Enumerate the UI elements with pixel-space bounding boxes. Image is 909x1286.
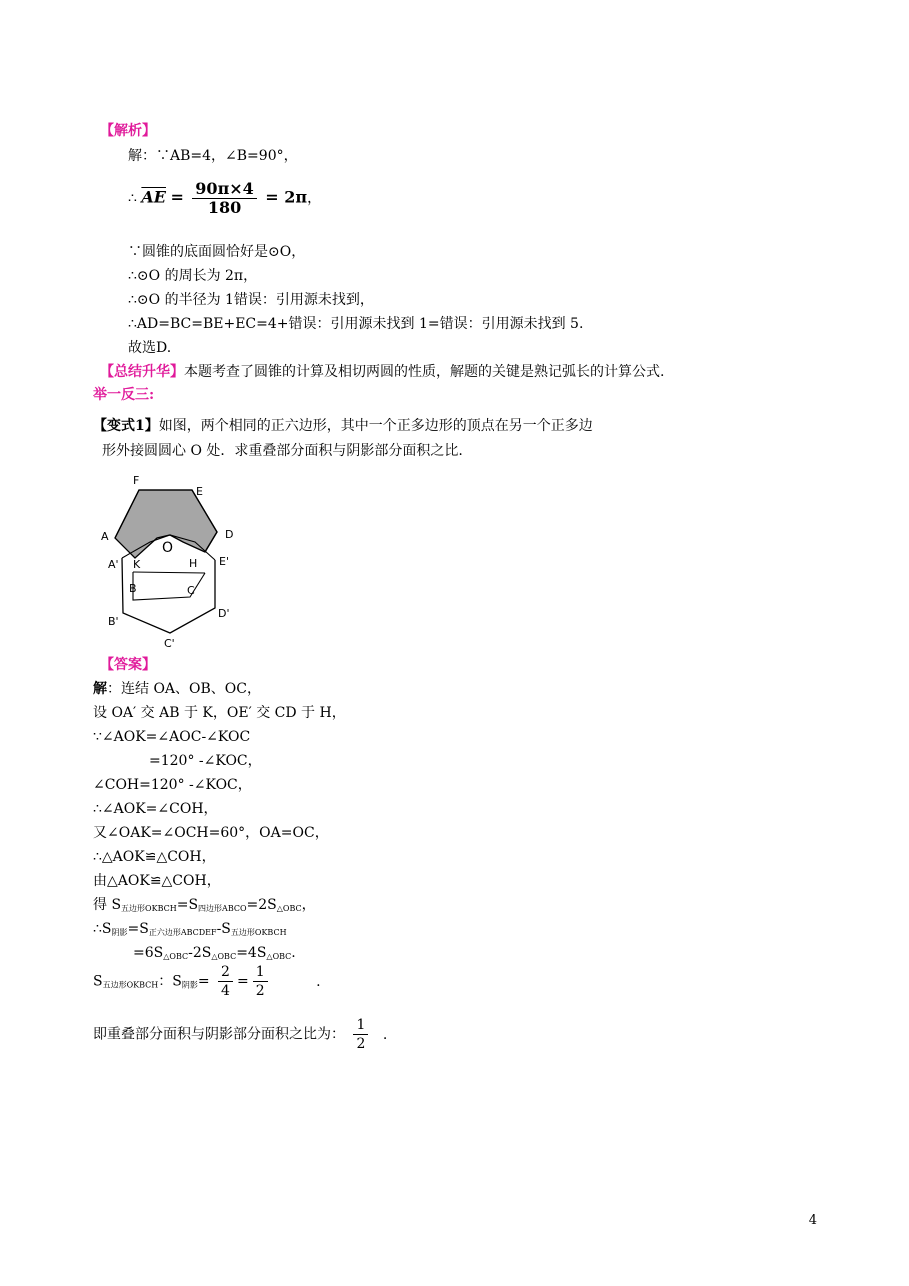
arc-end-comma: ，: [307, 190, 322, 207]
l11-sub-2: 正六边形ABCDEF: [148, 928, 217, 937]
solution-line-6: ∴AD=BC=BE+EC=4+错误：引用源未找到 1=错误：引用源未找到 5.: [128, 316, 584, 332]
label-e-prime: E': [219, 555, 229, 568]
l13-end: .: [316, 973, 321, 990]
l10-part-a: 得 S: [93, 897, 122, 913]
label-a: A: [101, 530, 109, 543]
l12-part-d: .: [291, 945, 296, 961]
variant-text-1: 如图，两个相同的正六边形，其中一个正多边形的顶点在另一个正多边: [158, 418, 593, 434]
final-denominator: 2: [356, 1036, 366, 1052]
label-h: H: [189, 557, 198, 570]
ratio-fraction-1: [218, 963, 233, 1000]
l12-part-a: =6S: [133, 945, 164, 961]
answer-tag: 【答案】: [100, 657, 156, 673]
answer-line-1: [93, 679, 261, 699]
arc-ae: $\overline{AE}$: [141, 187, 166, 207]
l11-part-a: ∴S: [93, 921, 112, 937]
arc-result: = 2π: [265, 187, 308, 207]
label-d-prime: D': [218, 607, 230, 620]
conclusion-text: 即重叠部分面积与阴影部分面积之比为：: [93, 1026, 345, 1043]
l11-sub-1: 阴影: [111, 928, 128, 937]
l11-sub-3: 五边形OKBCH: [230, 928, 287, 937]
jyfs-heading: 举一反三:: [93, 387, 155, 403]
solution-line-5: ∴⊙O 的半径为 1错误：引用源未找到，: [128, 292, 374, 308]
ratio-numerator-1: 2: [218, 963, 233, 982]
label-a-prime: A': [108, 558, 119, 571]
l10-sub-2: 四边形ABCO: [198, 904, 247, 913]
l14-end: .: [382, 1026, 388, 1043]
answer-line-14: [93, 1016, 387, 1062]
chord-kh: [133, 572, 205, 573]
solution-line-7: 故选D.: [128, 340, 172, 356]
jiexi-tag: 【解析】: [100, 123, 156, 139]
variant-line-1: [93, 416, 593, 436]
arc-fraction: [192, 180, 257, 217]
page-number: 4: [808, 1213, 817, 1228]
answer-solve-label: 解: [93, 681, 107, 697]
l10-part-c: =2S: [246, 897, 277, 913]
l13-sub-1: 五边形OKBCH: [102, 980, 159, 990]
answer-line-11: [93, 919, 287, 943]
answer-line-6: ∴∠AOK=∠COH，: [93, 801, 218, 817]
l12-sub-1: △OBC: [163, 952, 189, 961]
summary-tag: 【总结升华】: [100, 364, 184, 380]
l10-sub-3: △OBC: [276, 904, 302, 913]
label-c-prime: C': [164, 637, 175, 650]
hexagon-figure: [95, 470, 255, 655]
label-c: C: [187, 584, 195, 597]
label-f: F: [133, 474, 140, 487]
l10-sub-1: 五边形OKBCH: [121, 904, 177, 913]
answer-line-7: 又∠OAK=∠OCH=60°，OA=OC，: [93, 825, 329, 841]
ratio-numerator-2: 1: [253, 963, 268, 982]
label-b: B: [129, 582, 137, 595]
variant-tag: 【变式1】: [93, 418, 159, 434]
ratio-equals: =: [236, 973, 249, 990]
l11-part-c: -S: [216, 921, 231, 937]
answer-line-4: =120° -∠KOC，: [149, 753, 262, 769]
arc-length-formula: ∴ $\overline{AE}$ = $\frac{90\pi\times 4}{180}$ = 2π，: [128, 179, 322, 217]
l12-part-b: -2S: [188, 945, 212, 961]
label-k: K: [133, 558, 141, 571]
answer-line-5: ∠COH=120° -∠KOC，: [93, 777, 252, 793]
answer-line-9: 由△AOK≌△COH，: [93, 873, 221, 889]
solution-line-1: 解：∵AB=4，∠B=90°，: [128, 148, 298, 164]
l10-part-d: ，: [301, 897, 316, 913]
therefore-symbol: ∴: [128, 190, 137, 207]
answer-line-10: [93, 895, 316, 919]
l11-part-b: =S: [127, 921, 149, 937]
label-e: E: [196, 485, 203, 498]
solution-line-3: ∵圆锥的底面圆恰好是⊙O，: [128, 244, 306, 260]
label-d: D: [225, 528, 234, 541]
l10-part-b: =S: [176, 897, 199, 913]
l13-sub-2: 阴影: [181, 980, 198, 990]
answer-line-2: 设 OA′ 交 AB 于 K，OE′ 交 CD 于 H，: [93, 705, 346, 721]
l12-part-c: =4S: [236, 945, 267, 961]
ratio-denominator-2: 2: [255, 983, 265, 999]
solution-line-4: ∴⊙O 的周长为 2π，: [128, 268, 258, 284]
ratio-denominator-1: 4: [221, 983, 230, 999]
answer-text-1: ：连结 OA、OB、OC，: [107, 681, 261, 697]
final-numerator: 1: [353, 1016, 368, 1035]
summary-text: 本题考查了圆锥的计算及相切两圆的性质，解题的关键是熟记弧长的计算公式.: [184, 364, 665, 380]
answer-line-3: ∵∠AOK=∠AOC-∠KOC: [93, 729, 251, 745]
variant-line-2: 形外接圆圆心 O 处．求重叠部分面积与阴影部分面积之比.: [102, 443, 463, 459]
answer-line-8: ∴△AOK≌△COH，: [93, 849, 216, 865]
final-fraction: [353, 1016, 368, 1053]
answer-line-13: [93, 963, 321, 1009]
l13-part-a: S: [93, 973, 103, 990]
l13-part-c: =: [197, 973, 210, 990]
l13-part-b: ：S: [158, 973, 182, 990]
arc-denominator: 180: [207, 198, 242, 217]
l12-sub-2: △OBC: [211, 952, 237, 961]
l12-sub-3: △OBC: [266, 952, 292, 961]
summary-line: [100, 362, 664, 382]
arc-numerator: 90π×4: [192, 180, 257, 199]
label-b-prime: B': [108, 615, 119, 628]
label-o: O: [162, 540, 174, 556]
ratio-fraction-2: [253, 963, 268, 1000]
